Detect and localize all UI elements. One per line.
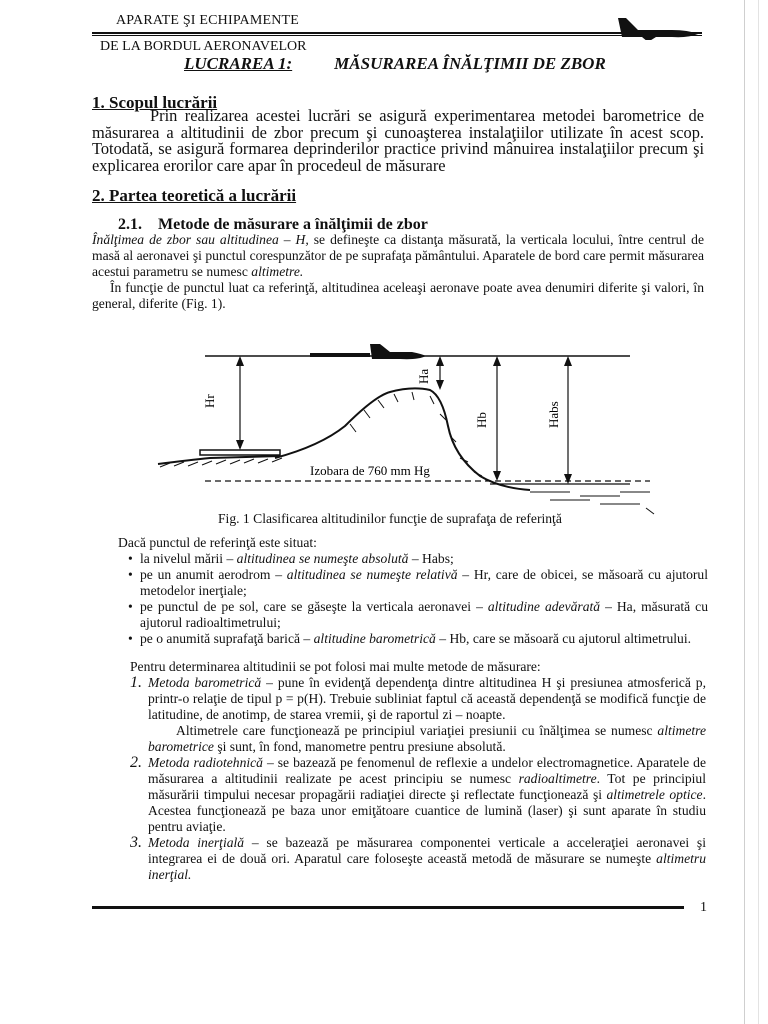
- methods-list: [130, 675, 706, 883]
- label-hr: Hr: [202, 394, 217, 408]
- reference-paragraph: În funcţie de punctul luat ca referinţă, altitudinea aceleaşi aeronave poate avea denumiri diferite şi valori, în general, diferite (Fig. 1).: [92, 280, 704, 311]
- header-rule: [92, 35, 702, 36]
- lab-title: MĂSURAREA ÎNĂLŢIMII DE ZBOR: [334, 54, 606, 73]
- altitude-figure: [150, 336, 670, 516]
- reference-intro: Dacă punctul de referinţă este situat:: [118, 535, 317, 550]
- page-edge-line: [758, 0, 759, 1024]
- list-item: 1. Metoda barometrică – pune în evidenţă dependenţa dintre altitudinea H şi presiunea atmosferică p, printr-o relaţie de tipul p = p(H). Trebuie subliniat faptul că această dependenţă se modifică funcţie de latitudine, de anotimp, de starea vremii, şi de raportul zi – noapte. Altimetrele care funcţionează pe principiul variaţiei presiunii cu înălţimea se numesc altimetre barometrice şi sunt, în fond, manometre pentru presiune absolută.: [130, 674, 707, 754]
- aircraft-icon: [370, 344, 426, 359]
- method-1-extra: Altimetrele care funcţionează pe principiul variaţiei presiunii cu înălţimea se numesc altimetre barometrice şi sunt, în fond, manometre pentru presiune absolută.: [148, 723, 706, 754]
- section-1-heading: 1. Scopul lucrării: [92, 93, 218, 112]
- reference-list: [128, 551, 708, 647]
- subsection-heading: 2.1. Metode de măsurare a înălţimii de zbor: [118, 216, 428, 233]
- section-2-heading: 2. Partea teoretică a lucrării: [92, 186, 297, 205]
- list-item: • la nivelul mării – altitudinea se numeşte absolută – Habs;: [128, 551, 708, 567]
- header-rule: [92, 32, 702, 34]
- airplane-icon: [612, 10, 706, 40]
- list-item: 3. Metoda inerţială – se bazează pe măsurarea componentei verticale a acceleraţiei aeronavei şi integrarea ei de două ori. Aparatul care foloseşte această metodă de măsurare se numeşte altimetru inerţial.: [130, 834, 706, 882]
- page-title: [184, 54, 606, 74]
- runway-bar-top: [310, 353, 370, 357]
- header-line-1: APARATE ŞI ECHIPAMENTE: [116, 13, 300, 28]
- isobar-label: Izobara de 760 mm Hg: [310, 463, 430, 478]
- methods-intro: Pentru determinarea altitudinii se pot folosi mai multe metode de măsurare:: [130, 659, 541, 674]
- footer-rule: [92, 906, 684, 909]
- section-1-body: Prin realizarea acestei lucrări se asigură experimentarea metodei barometrice de măsurarea a altitudinii de zbor precum şi cunoaşterea instalaţiilor utilizate în acest scop. Totodată, se asigură formarea deprinderilor practice privind mânuirea instalaţiilor precum şi explicarea erorilor care apar în procedeul de măsurare: [92, 106, 704, 175]
- label-ha: Ha: [416, 368, 431, 384]
- list-item: • pe o anumită suprafaţă barică – altitudine barometrică – Hb, care se măsoară cu ajutorul altimetrului.: [128, 631, 708, 647]
- page-number: 1: [700, 900, 707, 915]
- list-item: 2. Metoda radiotehnică – se bazează pe fenomenul de reflexie a undelor electromagnetice. Aparatele de măsurarea a altitudinii realizate pe acest principiu se numesc radioaltimetre. Tot pe principiul măsurării timpului necesar propagării radiaţiei directe şi reflectate funcţionează şi altimetrele optice. Acestea funcţionează pe baza unor emiţătoare cuantice de lumină (laser) şi sunt aparate în studiu pentru aviaţie.: [130, 754, 707, 834]
- label-hb: Hb: [474, 412, 489, 428]
- list-item: • pe punctul de pe sol, care se găseşte la verticala aeronavei – altitudine adevărată – Ha, măsurată cu ajutorul radioaltimetrului;: [128, 599, 708, 631]
- water-lines: [530, 492, 650, 504]
- page-edge-line: [744, 0, 745, 1024]
- figure-caption: Fig. 1 Clasificarea altitudinilor funcţie de suprafaţa de referinţă: [218, 511, 562, 526]
- header-line-2: DE LA BORDUL AERONAVELOR: [100, 39, 307, 54]
- aerodrome: [200, 450, 280, 455]
- list-item: • pe un anumit aerodrom – altitudinea se numeşte relativă – Hr, care de obicei, se măsoară cu ajutorul metodelor inerţiale;: [128, 567, 708, 599]
- label-habs: Habs: [546, 401, 561, 428]
- definition-paragraph: Înălţimea de zbor sau altitudinea – H, se defineşte ca distanţa măsurată, la verticala locului, între centrul de masă al aeronavei şi punctul corespunzător de pe suprafaţa pământului. Aparatele de bord care permit măsurarea acestui parametru se numesc altimetre.: [92, 232, 704, 279]
- lab-number: LUCRAREA 1:: [184, 54, 293, 73]
